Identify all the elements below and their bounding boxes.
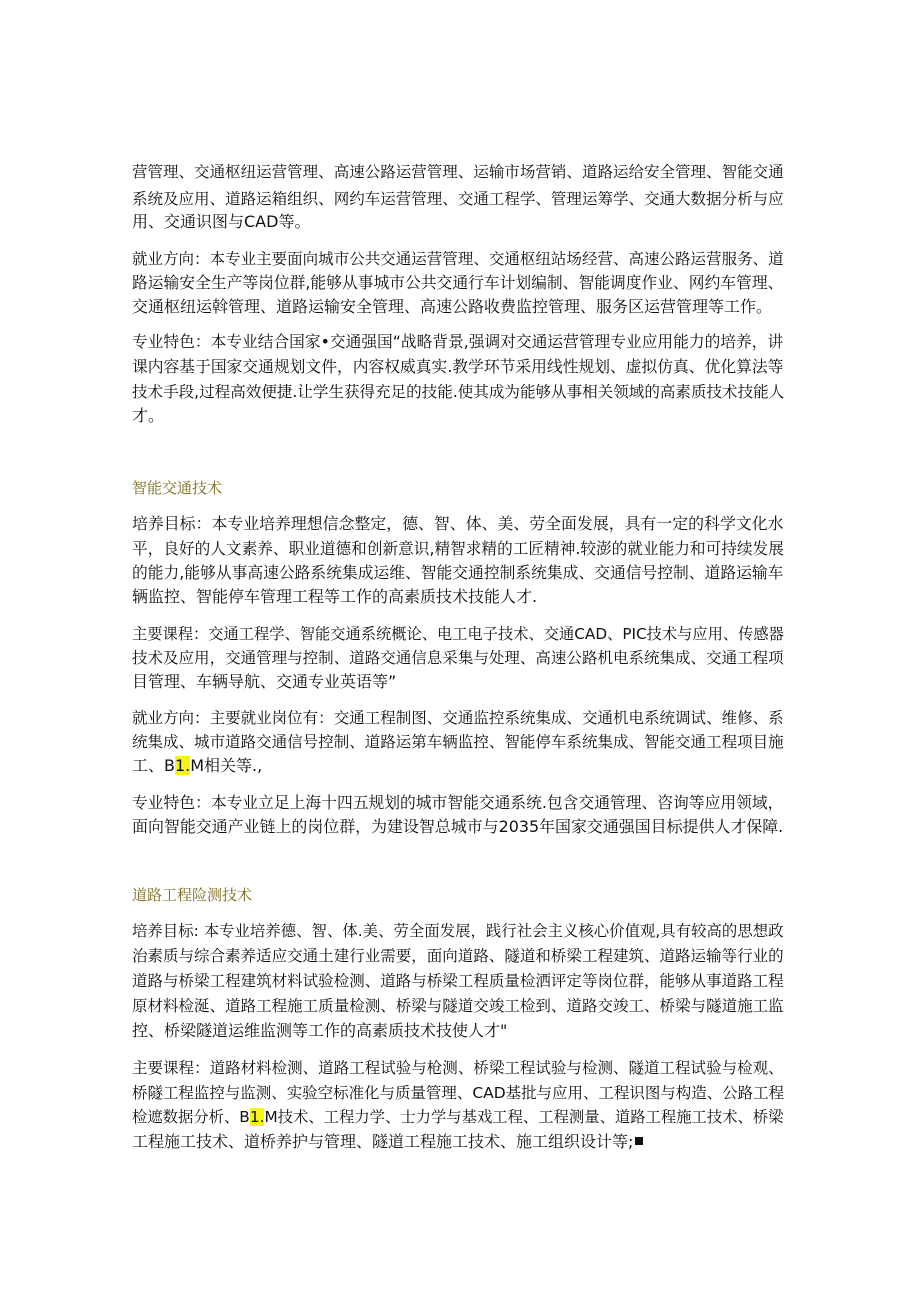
road-course-line-3: [132, 1106, 784, 1128]
road-goal-line-3: 道路与桥梁工程建筑材料试验检测、道路与桥梁工程质量检洒评定等岗位群，能够从事道路工程: [132, 972, 784, 990]
road-goal-line-4: 原材料检涎、道路工程施工质量检测、桥梁与隧道交竣工检到、道路交竣工、桥梁与隧道施工监: [132, 997, 784, 1015]
intro-feature-line-4: 才。: [132, 406, 165, 425]
its-goal-line-2: 平，良好的人文素养、职业道德和创新意识,精智求精的工匠精神.较澎的就业能力和可持续发展: [132, 539, 784, 558]
intro-course-line-2: 系统及应用、道路运箱组织、网约车运营管理、交通工程学、管理运筹学、交通大数据分析与应: [132, 190, 784, 208]
its-goal-line-4: 辆监控、智能停车管理工程等工作的高素质技术技能人才.: [132, 587, 538, 606]
its-employment-text-before: 工、B: [132, 756, 175, 775]
road-goal-line-1: 培养目标: 本专业培养德、智、体.美、劳全面发展，践行社会主义核心价值观,具有较高的思想政: [132, 922, 784, 940]
its-employment-line-1: 就业方向：主要就业岗位有：交通工程制图、交通监控系统集成、交通机电系统调试、维修、系: [132, 709, 784, 727]
intro-feature-line-1: 专业特色：本专业结合国家•交通强国“战略背景,强调对交通运营管理专业应用能力的培养，讲: [132, 332, 784, 351]
intro-employment-line-3: 交通枢纽运斡管理、道路运输安全管理、高速公路收费监控管理、服务区运营管理等工作。: [132, 297, 773, 316]
road-course-line-1: 主要课程：道路材料检测、道路工程试验与枪测、桥梁工程试验与检测、隧道工程试验与检观、: [132, 1059, 784, 1077]
its-goal-line-1: 培养目标：本专业培养理想信念整定，德、智、体、美、劳全面发展，具有一定的科学文化水: [132, 514, 784, 533]
road-course-text-after: M技术、工程力学、士力学与基戏工程、工程测量、道路工程施工技术、桥梁: [264, 1108, 784, 1126]
its-course-line-1: 主要课程：交通工程学、智能交通系统概论、电工电子技术、交通CAD、PIC技术与应用、传感器: [132, 625, 784, 643]
intro-course-line-3: 用、交通识图与CAD等。: [132, 212, 311, 231]
its-course-line-3: 目管理、车辆导航、交通专业英语等”: [132, 672, 397, 691]
its-goal-line-3: 的能力,能够从事高速公路系统集成运维、智能交通控制系统集成、交通信号控制、道路运输车: [132, 563, 784, 582]
its-employment-line-2: 统集成、城市道路交通信号控制、道路运第车辆监控、智能停车系统集成、智能交通工程项目施: [132, 733, 784, 751]
section-its-title: 智能交通技术: [132, 479, 223, 497]
road-course-line-2: 桥隧工程监控与监测、实验空标准化与质量管理、CAD基批与应用、工程识图与构造、公路工程: [132, 1084, 785, 1102]
intro-employment-line-2: 路运输安全生产等岗位群,能够从事城市公共交通行车计划编制、智能调度作业、网约车管理、: [132, 273, 784, 292]
intro-course-line-1: 营管理、交通枢纽运营管理、高速公路运营管理、运输市场营销、道路运给安全管理、智能交通: [132, 163, 784, 181]
section-road-title: 道路工程险测技术: [132, 886, 253, 904]
road-course-line-4: [132, 1131, 643, 1153]
its-employment-line-3: [132, 755, 262, 777]
road-course-highlight: 1.: [249, 1108, 265, 1126]
its-feature-line-2: 面向智能交通产业链上的岗位群，为建设智总城市与2035年国家交通强国目标提供人才保障.: [132, 817, 784, 836]
its-employment-text-after: M相关等.,: [190, 756, 263, 775]
road-goal-line-2: 治素质与综合素养适应交通土建行业需要，面向道路、隧道和桥梁工程建筑、道路运输等行业的: [132, 947, 784, 965]
road-course-last-text: 工程施工技术、道桥养护与管理、隧道工程施工技术、施工组织设计等;: [132, 1132, 634, 1151]
road-goal-line-5: 控、桥梁隧道运维监测等工作的高素质技术技使人才": [132, 1021, 508, 1040]
intro-employment-line-1: 就业方向：本专业主要面向城市公共交通运营管理、交通枢纽站场经营、高速公路运营服务、道: [132, 250, 784, 268]
square-bullet-icon: [635, 1137, 643, 1145]
its-feature-line-1: 专业特色：本专业立足上海十四五规划的城市智能交通系统.包含交通管理、咨询等应用领域，: [132, 793, 784, 812]
road-course-text-before: 检遮数据分析、B: [132, 1108, 250, 1126]
its-course-line-2: 技术及应用，交通管理与控制、道路交通信息采集与处理、高速公路机电系统集成、交通工程项: [132, 649, 784, 667]
its-employment-highlight: 1.: [174, 756, 191, 775]
intro-feature-line-3: 技术手段,过程高效便捷.让学生获得充足的技能.使其成为能够从事相关领域的高素质技术技能人: [132, 383, 785, 401]
intro-feature-line-2: 课内容基于国家交通规划文件，内容权威真实.教学环节采用线性规划、虚拟仿真、优化算法等: [132, 357, 784, 376]
